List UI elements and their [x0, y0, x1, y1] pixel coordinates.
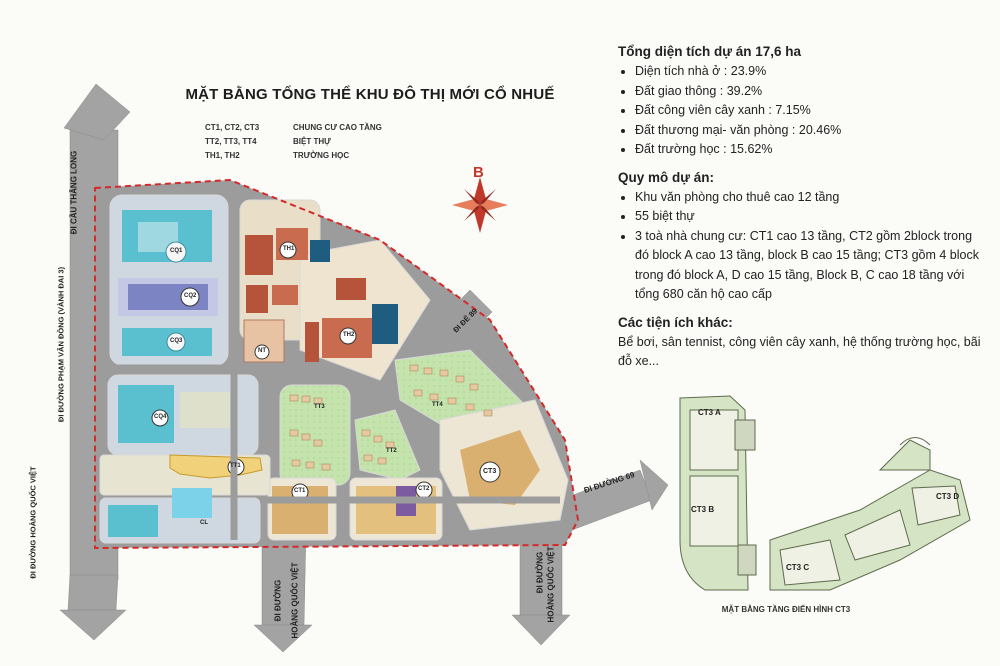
scale-item: • 3 toà nhà chung cư: CT1 cao 13 tầng, CT2 gồm 2block trong đó block A cao 13 tầng, block B cao 15 tầng; CT3 gồm 4 block trong đó block A, D cao 15 tầng, Block B, C cao 18 tầng với tổng 680 căn hộ cao cấp [635, 227, 988, 305]
label-cq2: CQ2 [184, 293, 197, 299]
label-ct2: CT2 [418, 486, 430, 492]
legend-meaning: CHUNG CƯ CAO TẦNG [293, 123, 382, 132]
label-cl: CL [200, 520, 208, 526]
floor-plan-caption: MẶT BẰNG TẦNG ĐIỂN HÌNH CT3 [721, 605, 851, 614]
area-item: • Đất trường học : 15.62% [635, 140, 988, 160]
road-label-de-89: ĐI ĐÊ 89 [451, 306, 480, 335]
amenities-title: Các tiện ích khác: [618, 314, 733, 330]
legend-meaning: BIỆT THỰ [293, 137, 331, 146]
area-title: Tổng diện tích dự án 17,6 ha [618, 44, 802, 59]
road-label-duong-69: ĐI ĐƯỜNG 69 [582, 470, 636, 495]
label-tt2: TT2 [386, 448, 397, 454]
road-label-hqv-bottom-1b: HOÀNG QUỐC VIỆT [290, 562, 300, 639]
legend-codes: CT1, CT2, CT3 [205, 123, 260, 132]
road-label-hqv-bottom-2b: HOÀNG QUỐC VIỆT [546, 546, 556, 623]
label-nt: NT [258, 348, 266, 354]
label-ct3-d: CT3 D [936, 492, 960, 501]
area-item: • Đất thương mại- văn phòng : 20.46% [635, 121, 988, 141]
label-th1: TH1 [283, 246, 295, 252]
legend-meaning: TRƯỜNG HỌC [293, 151, 350, 160]
map-title: MẶT BẰNG TỔNG THỂ KHU ĐÔ THỊ MỚI CỔ NHUẾ [185, 86, 555, 103]
compass-letter: B [473, 164, 484, 181]
legend-row [205, 149, 382, 163]
label-th2: TH2 [343, 332, 355, 338]
road-label-cau-thang-long: ĐI CẦU THĂNG LONG [69, 150, 79, 235]
label-cq1: CQ1 [170, 248, 183, 254]
area-item: • Đất công viên cây xanh : 7.15% [635, 101, 988, 121]
scale-item: • 55 biệt thự [635, 207, 988, 227]
label-tt4: TT4 [432, 402, 443, 408]
legend-codes: TT2, TT3, TT4 [205, 137, 257, 146]
label-ct3: CT3 [483, 468, 497, 475]
road-label-hqv-bottom-2a: ĐI ĐƯỜNG [535, 551, 545, 594]
scale-section [618, 168, 988, 305]
legend-codes: TH1, TH2 [205, 151, 240, 160]
label-ct3-b: CT3 B [691, 505, 715, 514]
label-ct3-c: CT3 C [786, 563, 810, 572]
label-cq4: CQ4 [154, 414, 167, 420]
project-info-panel [618, 42, 988, 380]
area-section [618, 42, 988, 160]
label-ct3-a: CT3 A [698, 408, 721, 417]
area-item: • Đất giao thông : 39.2% [635, 82, 988, 102]
road-label-pham-van-dong: ĐI ĐƯỜNG PHẠM VĂN ĐỒNG (VÀNH ĐAI 3) [56, 266, 66, 423]
road-label-hqv-bottom-1a: ĐI ĐƯỜNG [273, 579, 283, 622]
legend-row [205, 135, 382, 149]
label-cq3: CQ3 [170, 338, 183, 344]
map-legend [205, 121, 382, 163]
scale-item: • Khu văn phòng cho thuê cao 12 tầng [635, 188, 988, 208]
label-ct1: CT1 [294, 488, 306, 494]
scale-title: Quy mô dự án: [618, 169, 715, 185]
scale-list [618, 188, 988, 305]
legend-row [205, 121, 382, 135]
area-item: • Diện tích nhà ở : 23.9% [635, 62, 988, 82]
road-label-hoang-quoc-viet-left: ĐI ĐƯỜNG HOÀNG QUỐC VIỆT [28, 466, 38, 579]
compass-rose [452, 177, 508, 233]
amenities-text: Bể bơi, sân tennist, công viên cây xanh, hệ thống trường học, bãi đỗ xe... [618, 334, 981, 368]
amenities-section [618, 313, 988, 372]
label-tt1: TT1 [230, 463, 241, 469]
label-tt3: TT3 [314, 404, 325, 410]
area-list [618, 62, 988, 160]
ct3-floor-plan [680, 396, 970, 590]
